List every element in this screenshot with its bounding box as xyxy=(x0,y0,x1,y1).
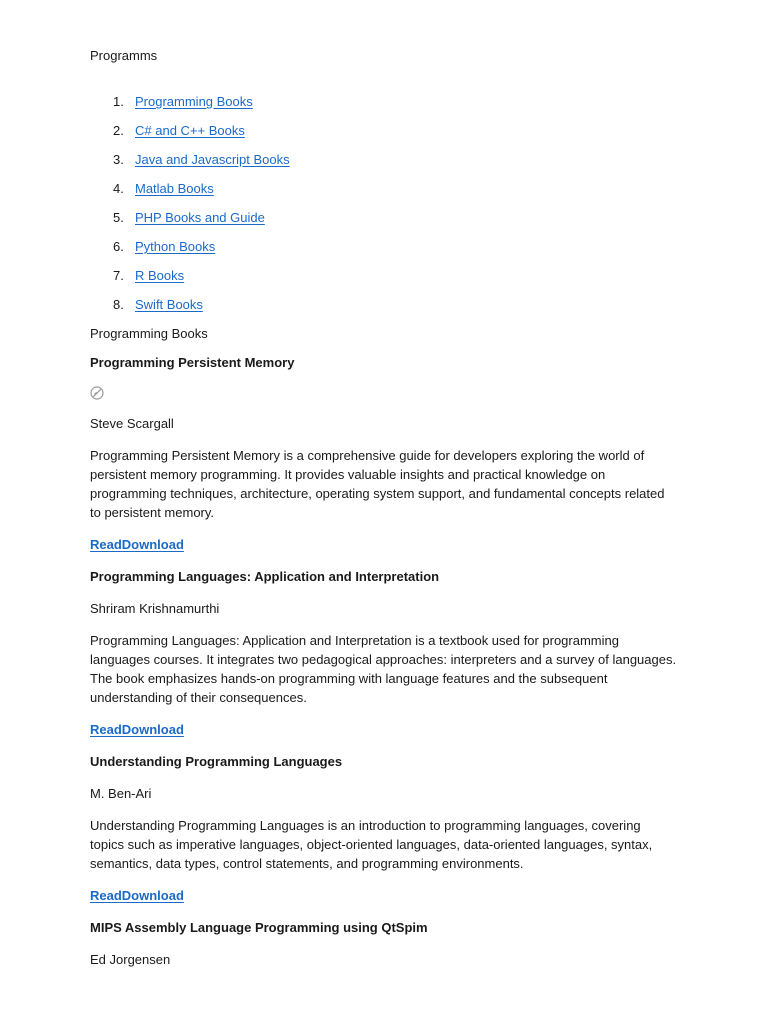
toc-link-swift-books[interactable]: Swift Books xyxy=(135,297,203,312)
toc-link-python-books[interactable]: Python Books xyxy=(135,239,216,254)
toc-item-csharp-cpp-books xyxy=(90,121,678,140)
toc-link-r-books[interactable]: R Books xyxy=(135,268,185,283)
book-title: Programming Persistent Memory xyxy=(90,355,295,370)
toc-number: 2. xyxy=(113,123,124,138)
book-title: MIPS Assembly Language Programming using QtSpim xyxy=(90,920,428,935)
toc-number: 3. xyxy=(113,152,124,167)
toc-number: 6. xyxy=(113,239,124,254)
toc-number: 7. xyxy=(113,268,124,283)
book-author: M. Ben-Ari xyxy=(90,786,152,801)
toc-link-php-books[interactable]: PHP Books and Guide xyxy=(135,210,265,225)
toc-item-java-javascript-books xyxy=(90,150,678,169)
book-author: Shriram Krishnamurthi xyxy=(90,601,220,616)
book-author: Ed Jorgensen xyxy=(90,952,171,967)
page-heading: Programms xyxy=(90,48,158,63)
toc-number: 5. xyxy=(113,210,124,225)
section-label: Programming Books xyxy=(90,326,208,341)
book-cover xyxy=(90,385,678,404)
book-author: Steve Scargall xyxy=(90,416,174,431)
book-entry xyxy=(90,353,678,554)
read-download-link[interactable]: ReadDownload xyxy=(90,537,184,552)
toc-number: 1. xyxy=(113,94,124,109)
toc-item-programming-books xyxy=(90,92,678,111)
book-description: Understanding Programming Languages is an introduction to programming languages, covering topics such as imperative languages, object-oriented languages, data-oriented languages, syntax, semantics, data types, control statements, and programming environments. xyxy=(90,818,653,871)
book-entry xyxy=(90,567,678,739)
read-download-link[interactable]: ReadDownload xyxy=(90,722,184,737)
toc-item-php-books xyxy=(90,208,678,227)
book-title: Understanding Programming Languages xyxy=(90,754,343,769)
toc-item-swift-books xyxy=(90,295,678,314)
toc-link-csharp-cpp-books[interactable]: C# and C++ Books xyxy=(135,123,245,138)
toc-item-matlab-books xyxy=(90,179,678,198)
toc-link-java-javascript-books[interactable]: Java and Javascript Books xyxy=(135,152,290,167)
toc-item-r-books xyxy=(90,266,678,285)
broken-image-icon xyxy=(90,386,104,403)
toc-item-python-books xyxy=(90,237,678,256)
toc-link-matlab-books[interactable]: Matlab Books xyxy=(135,181,214,196)
book-title: Programming Languages: Application and Interpretation xyxy=(90,569,440,584)
book-entry xyxy=(90,752,678,905)
toc-link-programming-books[interactable]: Programming Books xyxy=(135,94,253,109)
table-of-contents xyxy=(90,92,678,314)
book-description: Programming Languages: Application and Interpretation is a textbook used for programming languages courses. It integrates two pedagogical approaches: interpreters and a survey of languages. The book emphasizes hands-on programming with language features and the subsequent understanding of their consequences. xyxy=(90,633,677,705)
read-download-link[interactable]: ReadDownload xyxy=(90,888,184,903)
book-entry xyxy=(90,918,678,969)
toc-number: 4. xyxy=(113,181,124,196)
book-description: Programming Persistent Memory is a comprehensive guide for developers exploring the world of persistent memory programming. It provides valuable insights and practical knowledge on programming techniques, architecture, operating system support, and fundamental concepts related to persistent memory. xyxy=(90,448,665,520)
toc-number: 8. xyxy=(113,297,124,312)
